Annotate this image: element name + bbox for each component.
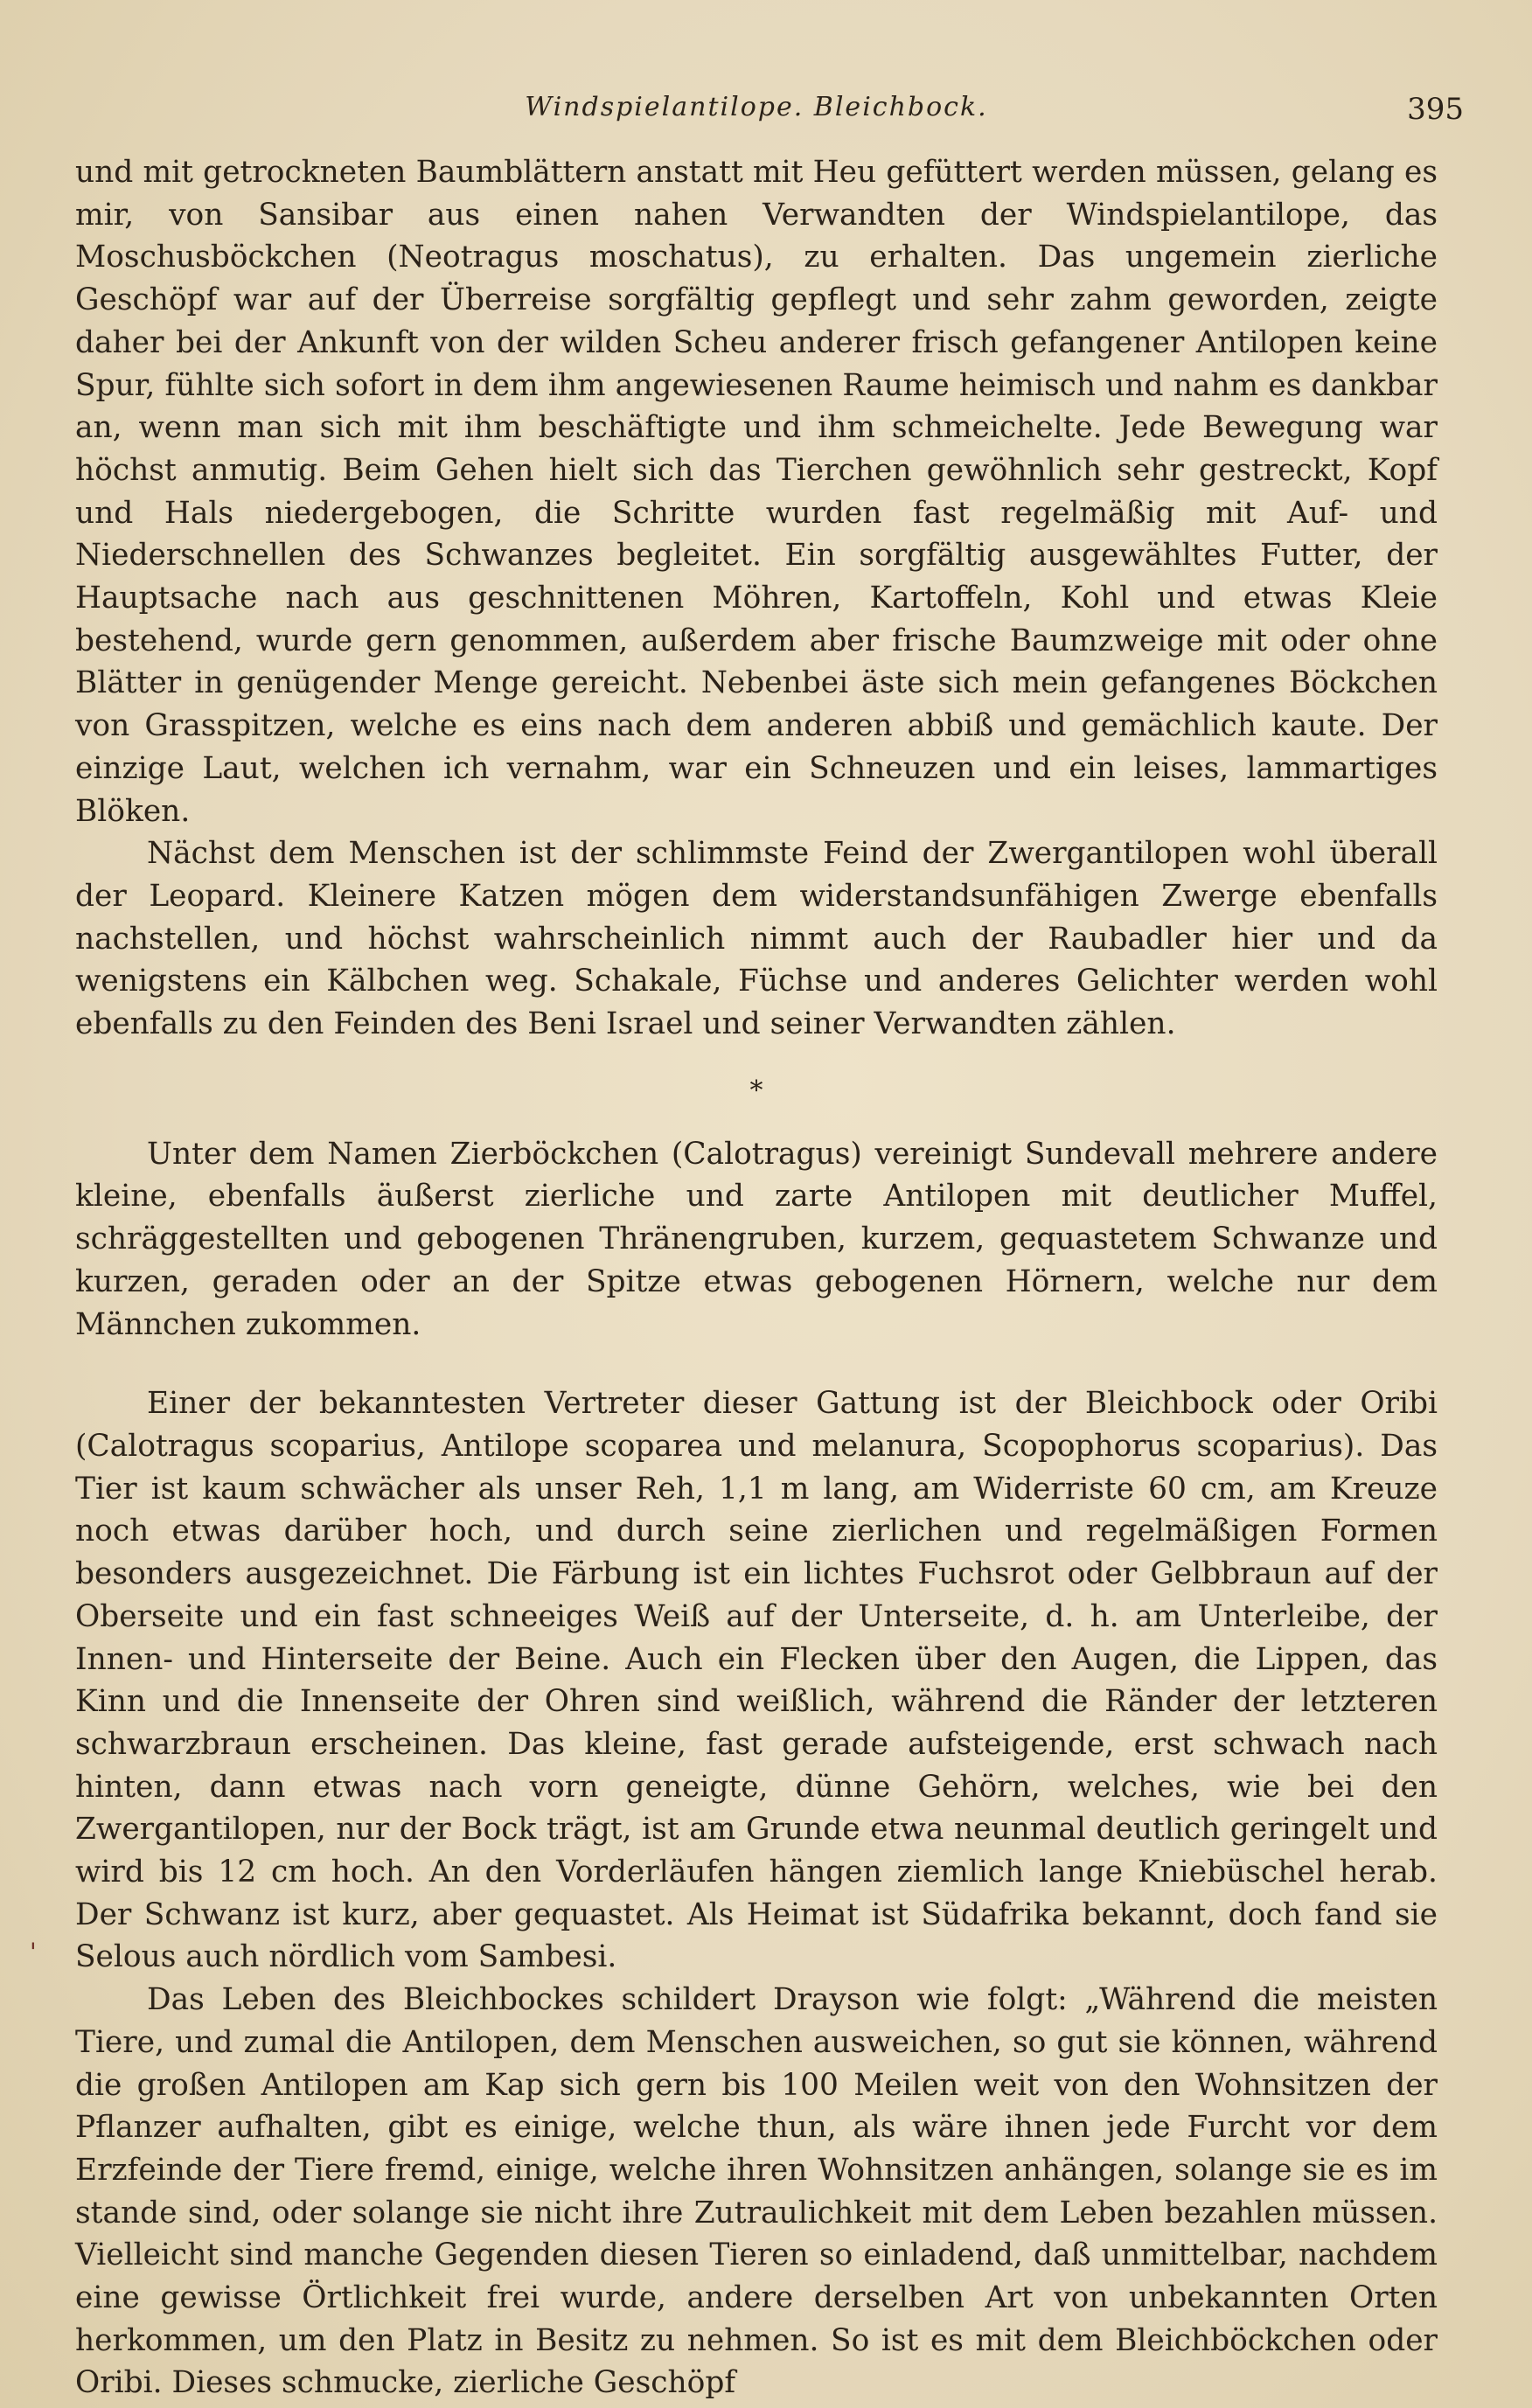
running-head — [75, 83, 1464, 136]
paragraph-bleichbock: Einer der bekanntesten Vertreter dieser Gattung ist der Bleichbock oder Oribi (Calotragus scoparius, Antilope scoparea und melanura, Scopophorus scoparius). Das Tier ist kaum schwächer als unser Reh, 1,1 m lang, am Widerriste 60 cm, am Kreuze noch etwas darüber hoch, und durch seine zierlichen und regelmäßigen Formen besonders ausgezeichnet. Die Färbung ist ein lichtes Fuchsrot oder Gelbbraun auf der Oberseite und ein fast schneeiges Weiß auf der Unterseite, d. h. am Unterleibe, der Innen- und Hinterseite der Beine. Auch ein Flecken über den Augen, die Lippen, das Kinn und die Innenseite der Ohren sind weißlich, während die Ränder der letzteren schwarzbraun erscheinen. Das kleine, fast gerade aufsteigende, erst schwach nach hinten, dann etwas nach vorn geneigte, dünne Gehörn, welches, wie bei den Zwergantilopen, nur der Bock trägt, ist am Grunde etwa neunmal deutlich geringelt und wird bis 12 cm hoch. An den Vorderläufen hängen ziemlich lange Kniebüschel herab. Der Schwanz ist kurz, aber gequastet. Als Heimat ist Südafrika bekannt, doch fand sie Selous auch nördlich vom Sambesi. — [75, 1386, 1438, 1975]
section-gap — [75, 1346, 1438, 1382]
section-separator: * — [749, 1075, 763, 1106]
paragraph-moschusboeckchen: und mit getrockneten Baumblättern anstatt mit Heu gefüttert werden müssen, gelang es mir, von Sansibar aus einen nahen Verwandten der Windspielantilope, das Moschusböckchen (Neotragus moschatus), zu erhalten. Das ungemein zierliche Geschöpf war auf der Überreise sorgfältig gepflegt und sehr zahm geworden, zeigte daher bei der Ankunft von der wilden Scheu anderer frisch gefangener Antilopen keine Spur, fühlte sich sofort in dem ihm angewiesenen Raume heimisch und nahm es dankbar an, wenn man sich mit ihm beschäftigte und ihm schmeichelte. Jede Bewegung war höchst anmutig. Beim Gehen hielt sich das Tierchen gewöhnlich sehr gestreckt, Kopf und Hals niedergebogen, die Schritte wurden fast regelmäßig mit Auf- und Niederschnellen des Schwanzes begleitet. Ein sorgfältig ausgewähltes Futter, der Hauptsache nach aus geschnittenen Möhren, Kartoffeln, Kohl und etwas Kleie bestehend, wurde gern genommen, außerdem aber frische Baumzweige mit oder ohne Blätter in genügender Menge gereicht. Nebenbei äste sich mein gefangenes Böckchen von Grasspitzen, welche es eins nach dem anderen abbiß und gemächlich kaute. Der einzige Laut, welchen ich vernahm, war ein Schneuzen und ein leises, lammartiges Blöken. — [75, 155, 1438, 829]
paragraph-feinde: Nächst dem Menschen ist der schlimmste Feind der Zwergantilopen wohl überall der Leopard. Kleinere Katzen mögen dem widerstandsunfähigen Zwerge ebenfalls nachstellen, und höchst wahrscheinlich nimmt auch der Raubadler hier und da wenigstens ein Kälbchen weg. Schakale, Füchse und anderes Gelichter werden wohl ebenfalls zu den Feinden des Beni Israel und seiner Verwandten zählen. — [75, 836, 1438, 1042]
page-number: 395 — [1407, 92, 1464, 127]
margin-mark: ' — [30, 1938, 37, 1966]
paragraph-zierboeckchen: Unter dem Namen Zierböckchen (Calotragus) vereinigt Sundevall mehrere andere kleine, ebenfalls äußerst zierliche und zarte Antilopen mit deutlicher Muffel, schräggestellten und gebogenen Thränengruben, kurzem, gequastetem Schwanze und kurzen, geraden oder an der Spitze etwas gebogenen Hörnern, welche nur dem Männchen zukommen. — [75, 1136, 1438, 1342]
running-title: Windspielantilope. Bleichbock. — [525, 92, 988, 122]
paragraph-drayson-quote: Das Leben des Bleichbockes schildert Drayson wie folgt: „Während die meisten Tiere, und zumal die Antilopen, dem Menschen ausweichen, so gut sie können, während die großen Antilopen am Kap sich gern bis 100 Meilen weit von den Wohnsitzen der Pflanzer aufhalten, gibt es einige, welche thun, als wäre ihnen jede Furcht vor dem Erzfeinde der Tiere fremd, einige, welche ihren Wohnsitzen anhängen, solange sie es im stande sind, oder solange sie nicht ihre Zutraulichkeit mit dem Leben bezahlen müssen. Vielleicht sind manche Gegenden diesen Tieren so einladend, daß unmittelbar, nachdem eine gewisse Örtlichkeit frei wurde, andere derselben Art von unbekannten Orten herkommen, um den Platz in Besitz zu nehmen. So ist es mit dem Bleichböckchen oder Oribi. Dieses schmucke, zierliche Geschöpf — [75, 1982, 1438, 2401]
